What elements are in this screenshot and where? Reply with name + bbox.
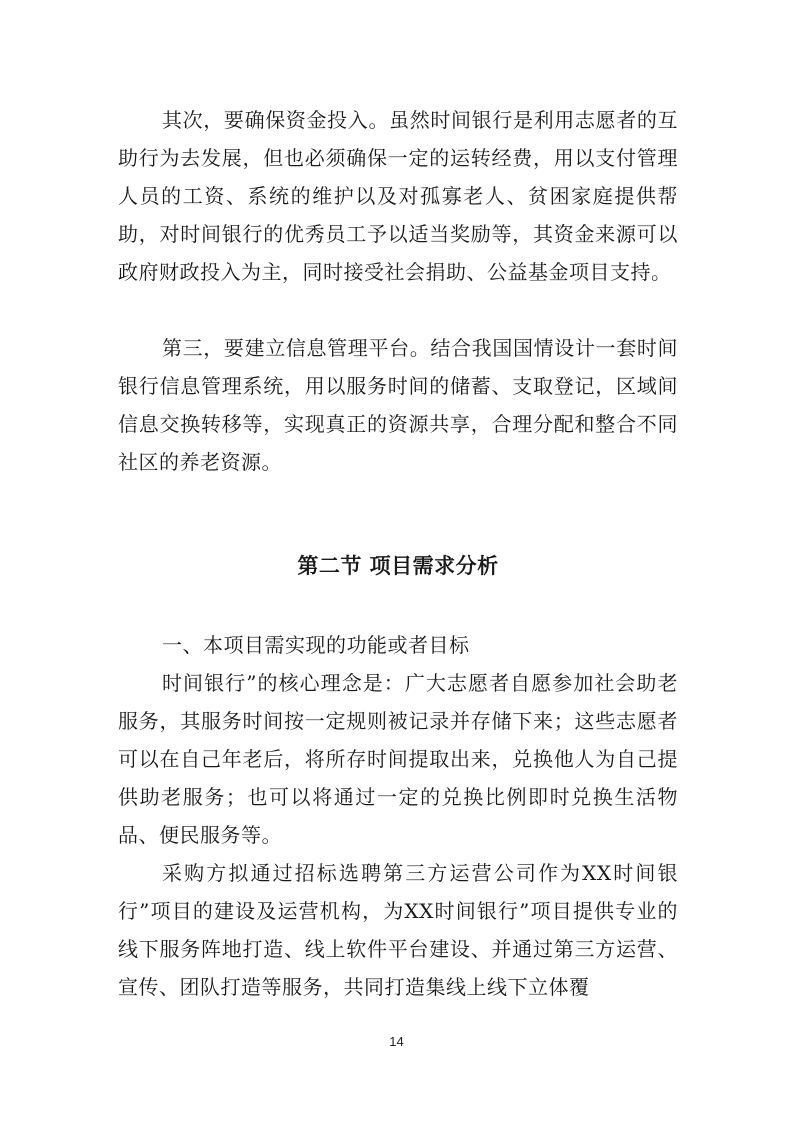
- paragraph-core-concept: 时间银行”的核心理念是：广大志愿者自愿参加社会助老服务，其服务时间按一定规则被记录并存储下来；这些志愿者可以在自己年老后，将所存时间提取出来，兑换他人为自己提供助老服务；也可以将通过一定的兑换比例即时兑换生活物品、便民服务等。: [118, 671, 678, 847]
- section-heading: 第二节 项目需求分析: [297, 554, 499, 578]
- paragraph-procurement: 采购方拟通过招标选聘第三方运营公司作为XX时间银行”项目的建设及运营机构，为XX时间银行”项目提供专业的线下服务阵地打造、线上软件平台建设、并通过第三方运营、宣传、团队打造等服务，共同打造集线上线下立体覆: [118, 861, 678, 999]
- page-number: 14: [389, 1034, 404, 1049]
- paragraph-info-platform: 第三，要建立信息管理平台。结合我国国情设计一套时间银行信息管理系统，用以服务时间的储蓄、支取登记，区域间信息交换转移等，实现真正的资源共享，合理分配和整合不同社区的养老资源。: [118, 336, 678, 474]
- paragraph-funding: 其次，要确保资金投入。虽然时间银行是利用志愿者的互助行为去发展，但也必须确保一定的运转经费，用以支付管理人员的工资、系统的维护以及对孤寡老人、贫困家庭提供帮助，对时间银行的优秀员工予以适当奖励等，其资金来源可以政府财政投入为主，同时接受社会捐助、公益基金项目支持。: [118, 108, 678, 284]
- subheading: 一、本项目需实现的功能或者目标: [162, 633, 470, 657]
